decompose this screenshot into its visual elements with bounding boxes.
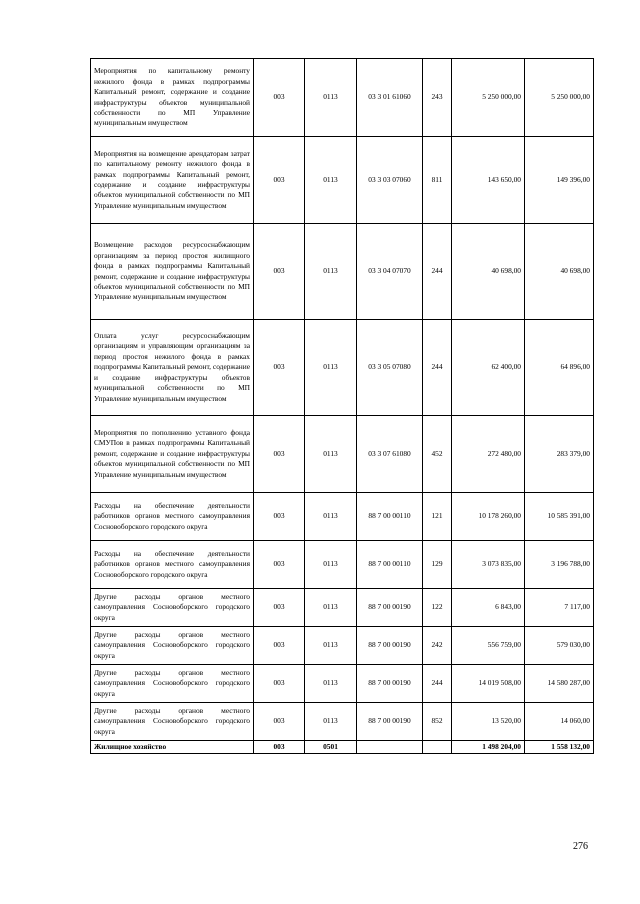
expense-type-code-cell: 244 [423, 320, 452, 416]
budget-table [90, 58, 594, 754]
table-row [91, 224, 594, 320]
expense-name-cell: Другие расходы органов местного самоуправления Сосновоборского городского округа [91, 665, 254, 703]
amount-year2-cell: 10 585 391,00 [525, 493, 594, 541]
section-code-cell: 0113 [305, 665, 357, 703]
table-row [91, 320, 594, 416]
total-row [91, 741, 594, 754]
amount-year2-cell: 579 030,00 [525, 627, 594, 665]
total-amount-year2-cell: 1 558 132,00 [525, 741, 594, 754]
expense-name-cell: Другие расходы органов местного самоуправления Сосновоборского городского округа [91, 703, 254, 741]
expense-name-cell: Другие расходы органов местного самоуправления Сосновоборского городского округа [91, 589, 254, 627]
expense-name-cell: Мероприятия по капитальному ремонту нежилого фонда в рамках подпрограммы Капитальный ремонт, содержание и создание инфраструктуры объектов муниципальной собственности по МП Управление муниципальным имуществом [91, 59, 254, 137]
expense-type-code-cell: 243 [423, 59, 452, 137]
amount-year2-cell: 7 117,00 [525, 589, 594, 627]
amount-year2-cell: 149 396,00 [525, 137, 594, 224]
table-row [91, 137, 594, 224]
target-item-code-cell: 88 7 00 00190 [357, 665, 423, 703]
table-row [91, 589, 594, 627]
table-row [91, 665, 594, 703]
table-row [91, 59, 594, 137]
expense-name-cell: Расходы на обеспечение деятельности работников органов местного самоуправления Сосновоборского городского округа [91, 493, 254, 541]
section-code-cell: 0113 [305, 416, 357, 493]
total-section-code-cell: 0501 [305, 741, 357, 754]
target-item-code-cell: 03 3 07 61080 [357, 416, 423, 493]
target-item-code-cell: 88 7 00 00110 [357, 493, 423, 541]
amount-year2-cell: 3 196 788,00 [525, 541, 594, 589]
expense-name-cell: Другие расходы органов местного самоуправления Сосновоборского городского округа [91, 627, 254, 665]
department-code-cell: 003 [254, 627, 305, 665]
department-code-cell: 003 [254, 541, 305, 589]
amount-year1-cell: 556 759,00 [452, 627, 525, 665]
total-department-code-cell: 003 [254, 741, 305, 754]
expense-name-cell: Расходы на обеспечение деятельности работников органов местного самоуправления Сосновоборского городского округа [91, 541, 254, 589]
table-row [91, 627, 594, 665]
expense-type-code-cell: 242 [423, 627, 452, 665]
amount-year1-cell: 13 520,00 [452, 703, 525, 741]
amount-year1-cell: 62 400,00 [452, 320, 525, 416]
amount-year2-cell: 64 896,00 [525, 320, 594, 416]
department-code-cell: 003 [254, 320, 305, 416]
expense-type-code-cell: 129 [423, 541, 452, 589]
amount-year1-cell: 272 480,00 [452, 416, 525, 493]
expense-name-cell: Возмещение расходов ресурсоснабжающим организациям за период простоя жилищного фонда в рамках подпрограммы Капитальный ремонт, содержание и создание инфраструктуры объектов муниципальной собственности по МП Управление муниципальным имуществом [91, 224, 254, 320]
expense-type-code-cell: 811 [423, 137, 452, 224]
section-code-cell: 0113 [305, 137, 357, 224]
table-body [91, 59, 594, 754]
total-amount-year1-cell: 1 498 204,00 [452, 741, 525, 754]
target-item-code-cell: 88 7 00 00110 [357, 541, 423, 589]
expense-name-cell: Мероприятия по пополнению уставного фонда СМУПов в рамках подпрограммы Капитальный ремонт, содержание и создание инфраструктуры объектов муниципальной собственности по МП Управление муниципальным имуществом [91, 416, 254, 493]
amount-year2-cell: 40 698,00 [525, 224, 594, 320]
page-number: 276 [573, 841, 588, 852]
expense-type-code-cell: 121 [423, 493, 452, 541]
amount-year2-cell: 14 060,00 [525, 703, 594, 741]
target-item-code-cell: 03 3 05 07080 [357, 320, 423, 416]
table-row [91, 493, 594, 541]
target-item-code-cell: 03 3 03 07060 [357, 137, 423, 224]
amount-year1-cell: 10 178 260,00 [452, 493, 525, 541]
target-item-code-cell: 03 3 01 61060 [357, 59, 423, 137]
target-item-code-cell: 88 7 00 00190 [357, 627, 423, 665]
expense-name-cell: Мероприятия на возмещение арендаторам затрат по капитальному ремонту нежилого фонда в рамках подпрограммы Капитальный ремонт, содержание и создание инфраструктуры объектов муниципальной собственности по МП Управление муниципальным имуществом [91, 137, 254, 224]
amount-year1-cell: 6 843,00 [452, 589, 525, 627]
total-name-cell: Жилищное хозяйство [91, 741, 254, 754]
amount-year1-cell: 40 698,00 [452, 224, 525, 320]
expense-name-cell: Оплата услуг ресурсоснабжающим организациям и управляющим организациям за период простоя нежилого фонда в рамках подпрограммы Капитальный ремонт, содержание и создание инфраструктуры объектов муниципальной собственности по МП Управление муниципальным имуществом [91, 320, 254, 416]
section-code-cell: 0113 [305, 541, 357, 589]
table-row [91, 703, 594, 741]
amount-year2-cell: 283 379,00 [525, 416, 594, 493]
target-item-code-cell: 03 3 04 07070 [357, 224, 423, 320]
department-code-cell: 003 [254, 137, 305, 224]
expense-type-code-cell: 852 [423, 703, 452, 741]
section-code-cell: 0113 [305, 224, 357, 320]
amount-year2-cell: 5 250 000,00 [525, 59, 594, 137]
department-code-cell: 003 [254, 224, 305, 320]
target-item-code-cell: 88 7 00 00190 [357, 703, 423, 741]
department-code-cell: 003 [254, 493, 305, 541]
department-code-cell: 003 [254, 59, 305, 137]
expense-type-code-cell: 122 [423, 589, 452, 627]
section-code-cell: 0113 [305, 320, 357, 416]
amount-year1-cell: 14 019 508,00 [452, 665, 525, 703]
section-code-cell: 0113 [305, 493, 357, 541]
section-code-cell: 0113 [305, 703, 357, 741]
target-item-code-cell: 88 7 00 00190 [357, 589, 423, 627]
expense-type-code-cell: 244 [423, 224, 452, 320]
section-code-cell: 0113 [305, 589, 357, 627]
table-row [91, 541, 594, 589]
section-code-cell: 0113 [305, 627, 357, 665]
amount-year2-cell: 14 580 287,00 [525, 665, 594, 703]
section-code-cell: 0113 [305, 59, 357, 137]
total-expense-type-code-cell [423, 741, 452, 754]
amount-year1-cell: 143 650,00 [452, 137, 525, 224]
amount-year1-cell: 3 073 835,00 [452, 541, 525, 589]
total-target-item-code-cell [357, 741, 423, 754]
expense-type-code-cell: 452 [423, 416, 452, 493]
amount-year1-cell: 5 250 000,00 [452, 59, 525, 137]
expense-type-code-cell: 244 [423, 665, 452, 703]
department-code-cell: 003 [254, 665, 305, 703]
department-code-cell: 003 [254, 416, 305, 493]
department-code-cell: 003 [254, 589, 305, 627]
table-row [91, 416, 594, 493]
department-code-cell: 003 [254, 703, 305, 741]
